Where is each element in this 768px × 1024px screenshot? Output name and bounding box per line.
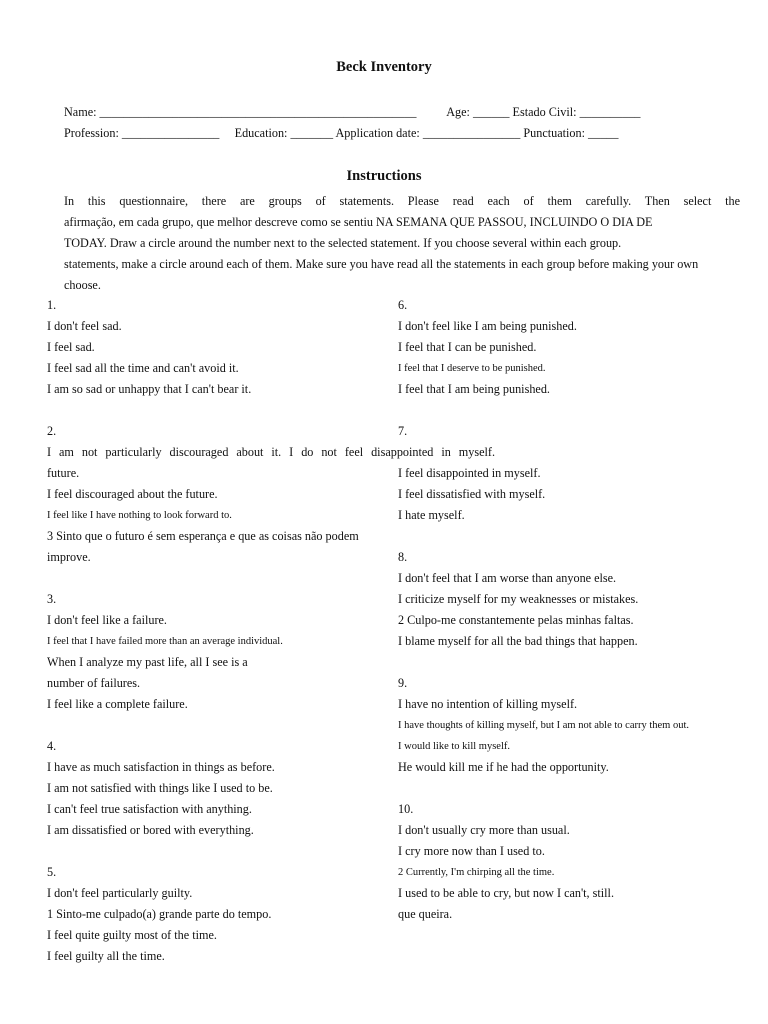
statement[interactable]: I feel like I have nothing to look forward to. — [47, 510, 232, 521]
statement[interactable]: improve. — [47, 550, 91, 564]
question-1 — [47, 295, 251, 400]
question-number: 9. — [398, 676, 408, 690]
statement[interactable]: He would kill me if he had the opportunity. — [398, 760, 609, 774]
statement[interactable]: I feel that I have failed more than an average individual. — [47, 636, 283, 647]
question-6 — [398, 295, 577, 400]
question-number: 4. — [47, 739, 57, 753]
statement[interactable]: I feel dissatisfied with myself. — [398, 487, 546, 501]
statement[interactable]: I cry more now than I used to. — [398, 844, 545, 858]
header-line-profession: Profession: ________________ Education: _______ Application date: ________________ Punctuation: _____ — [64, 126, 619, 140]
statement[interactable]: I feel quite guilty most of the time. — [47, 928, 217, 942]
question-number: 10. — [398, 802, 414, 816]
document-title: Beck Inventory — [336, 59, 432, 75]
instructions-line: In this questionnaire, there are groups of statements. Please read each of them carefully. Then select the — [64, 194, 740, 208]
statement[interactable]: I have no intention of killing myself. — [398, 697, 578, 711]
statement[interactable]: I am not particularly discouraged about it. I do not feel disappointed in myself. — [47, 445, 495, 459]
statement[interactable]: 1 Sinto-me culpado(a) grande parte do tempo. — [47, 907, 272, 921]
question-number: 6. — [398, 298, 408, 312]
statement[interactable]: I have as much satisfaction in things as before. — [47, 760, 275, 774]
statement[interactable]: I don't feel particularly guilty. — [47, 886, 193, 900]
question-3 — [47, 589, 283, 715]
question-5 — [47, 862, 271, 967]
question-number: 7. — [398, 424, 408, 438]
statement[interactable]: I feel discouraged about the future. — [47, 487, 218, 501]
statement[interactable]: I feel that I deserve to be punished. — [398, 363, 546, 374]
statement[interactable]: 2 Currently, I'm chirping all the time. — [398, 867, 555, 878]
statement[interactable]: I don't feel like a failure. — [47, 613, 167, 627]
statement[interactable]: 2 Culpo-me constantemente pelas minhas faltas. — [398, 613, 634, 627]
spacer — [398, 442, 545, 463]
statement[interactable]: I am not satisfied with things like I used to be. — [47, 781, 273, 795]
question-number: 8. — [398, 550, 408, 564]
question-number: 3. — [47, 592, 57, 606]
instructions-line: statements, make a circle around each of them. Make sure you have read all the statements in each group before making your own — [64, 257, 699, 271]
statement[interactable]: I used to be able to cry, but now I can't, still. — [398, 886, 614, 900]
instructions-line: afirmação, em cada grupo, que melhor descreve como se sentiu NA SEMANA QUE PASSOU, INCLUINDO O DIA DE — [64, 215, 653, 229]
question-8 — [398, 547, 638, 652]
question-number: 1. — [47, 298, 57, 312]
statement[interactable]: I am dissatisfied or bored with everything. — [47, 823, 254, 837]
statement[interactable]: I feel sad all the time and can't avoid it. — [47, 361, 239, 375]
instructions-line: TODAY. Draw a circle around the number next to the selected statement. If you choose several within each group. — [64, 236, 622, 250]
statement[interactable]: que queira. — [398, 907, 453, 921]
statement[interactable]: I feel like a complete failure. — [47, 697, 188, 711]
statement[interactable]: I have thoughts of killing myself, but I am not able to carry them out. — [398, 720, 690, 731]
statement[interactable]: I blame myself for all the bad things that happen. — [398, 634, 638, 648]
statement[interactable]: I am so sad or unhappy that I can't bear it. — [47, 382, 252, 396]
statement[interactable]: I would like to kill myself. — [398, 741, 510, 752]
question-10 — [398, 799, 614, 925]
question-9 — [398, 673, 689, 778]
statement[interactable]: I feel guilty all the time. — [47, 949, 165, 963]
statement[interactable]: I don't feel like I am being punished. — [398, 319, 577, 333]
statement[interactable]: I feel disappointed in myself. — [398, 466, 541, 480]
statement[interactable]: I hate myself. — [398, 508, 465, 522]
question-4 — [47, 736, 275, 841]
statement[interactable]: I criticize myself for my weaknesses or mistakes. — [398, 592, 639, 606]
instructions-line: choose. — [64, 278, 101, 292]
statement[interactable]: I don't feel that I am worse than anyone else. — [398, 571, 617, 585]
statement[interactable]: number of failures. — [47, 676, 141, 690]
header-line-personal: Name: ____________________________________________________ Age: ______ Estado Civil: __________ — [64, 105, 641, 119]
statement[interactable]: I feel that I can be punished. — [398, 340, 537, 354]
statement[interactable]: I don't usually cry more than usual. — [398, 823, 570, 837]
statement[interactable]: I feel sad. — [47, 340, 95, 354]
question-number: 2. — [47, 424, 57, 438]
statement[interactable]: I don't feel sad. — [47, 319, 122, 333]
instructions-heading: Instructions — [346, 168, 422, 184]
statement[interactable]: future. — [47, 466, 80, 480]
question-7 — [398, 421, 545, 526]
question-number: 5. — [47, 865, 57, 879]
statement[interactable]: When I analyze my past life, all I see is a — [47, 655, 248, 669]
statement[interactable]: I can't feel true satisfaction with anything. — [47, 802, 252, 816]
instructions-body — [64, 191, 740, 296]
statement[interactable]: 3 Sinto que o futuro é sem esperança e que as coisas não podem — [47, 529, 359, 543]
statement[interactable]: I feel that I am being punished. — [398, 382, 550, 396]
